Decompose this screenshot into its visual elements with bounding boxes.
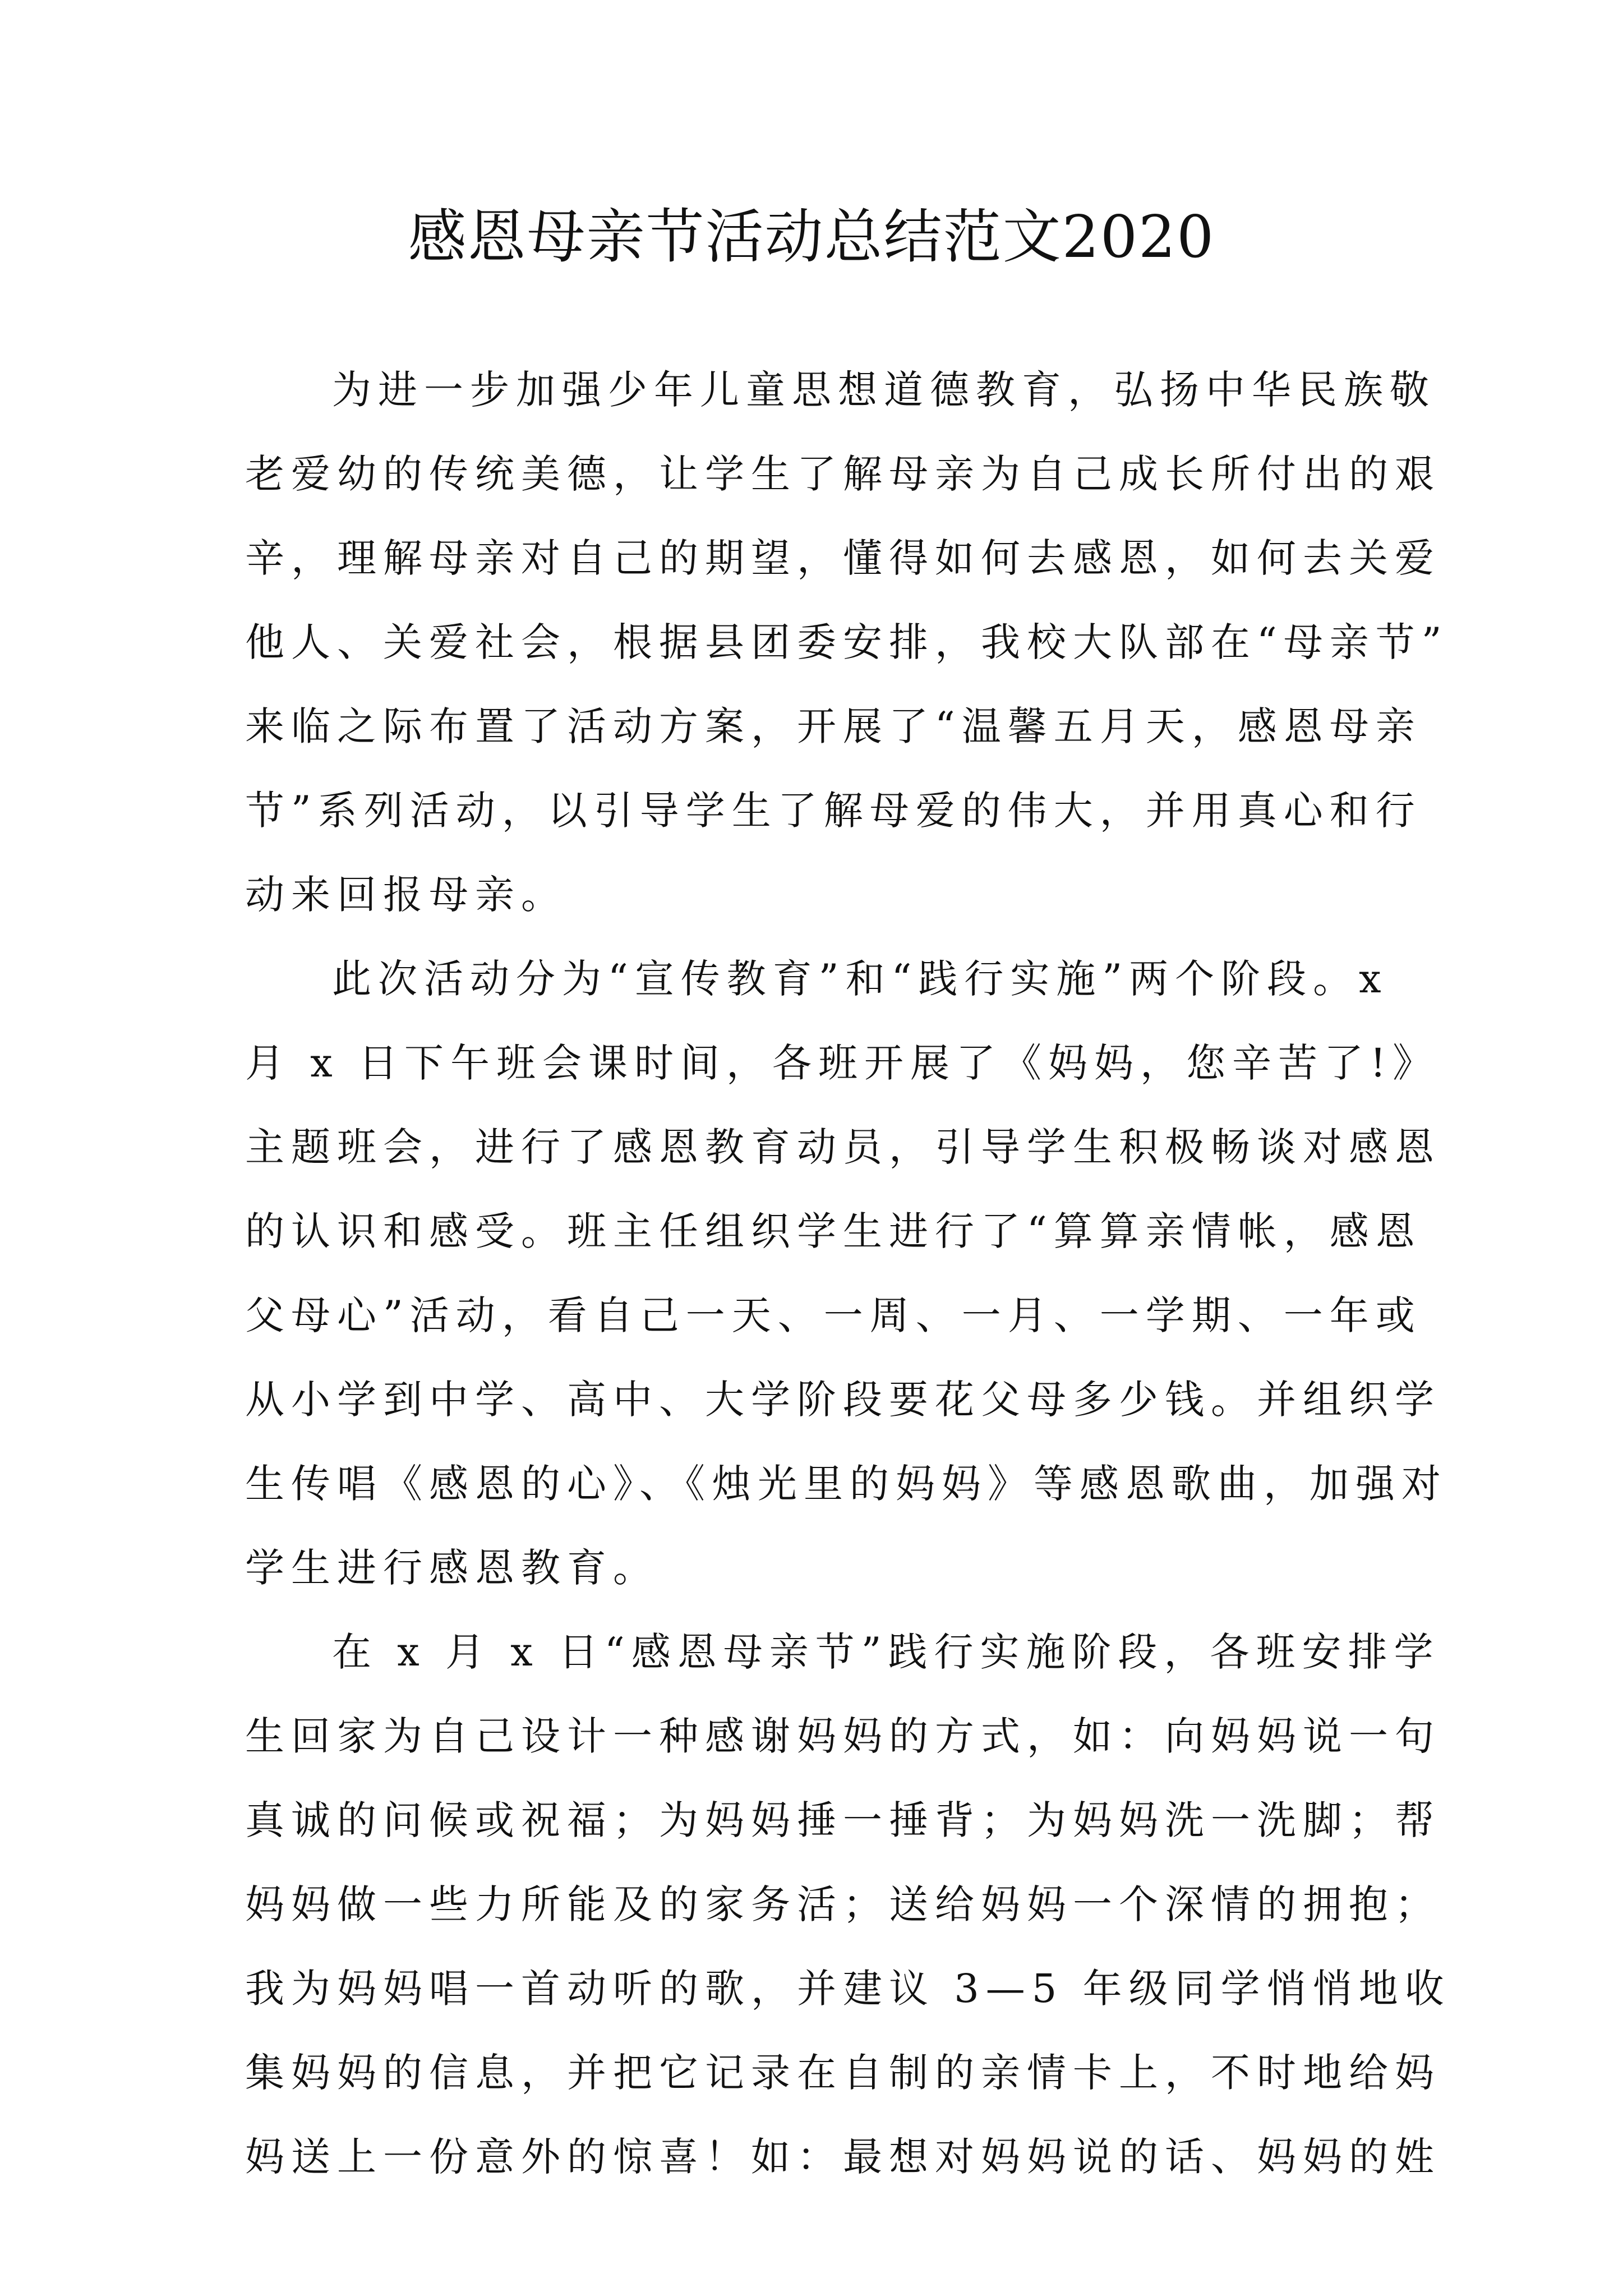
text-line: 来临之际布置了活动方案，开展了“温馨五月天，感恩母亲 xyxy=(245,703,1422,749)
text-line: 为进一步加强少年儿童思想道德教育，弘扬中华民族敬 xyxy=(332,367,1436,413)
text-line: 妈送上一份意外的惊喜！如：最想对妈妈说的话、妈妈的姓 xyxy=(245,2134,1441,2180)
text-line: 月 x 日下午班会课时间，各班开展了《妈妈，您辛苦了!》 xyxy=(245,1040,1439,1086)
text-line: 的认识和感受。班主任组织学生进行了“算算亲情帐，感恩 xyxy=(245,1208,1422,1254)
text-line: 学生进行感恩教育。 xyxy=(245,1545,659,1591)
text-line: 节”系列活动，以引导学生了解母爱的伟大，并用真心和行 xyxy=(245,788,1422,834)
text-line: 主题班会，进行了感恩教育动员，引导学生积极畅谈对感恩 xyxy=(245,1124,1441,1170)
text-line: 生回家为自己设计一种感谢妈妈的方式，如：向妈妈说一句 xyxy=(245,1713,1441,1759)
text-line: 从小学到中学、高中、大学阶段要花父母多少钱。并组织学 xyxy=(245,1377,1441,1423)
text-line: 妈妈做一些力所能及的家务活；送给妈妈一个深情的拥抱； xyxy=(245,1881,1441,1927)
text-line: 生传唱《感恩的心》、《烛光里的妈妈》等感恩歌曲，加强对 xyxy=(245,1461,1447,1507)
text-line: 动来回报母亲。 xyxy=(245,872,567,918)
text-line: 真诚的问候或祝福；为妈妈捶一捶背；为妈妈洗一洗脚；帮 xyxy=(245,1797,1441,1843)
document-title: 感恩母亲节活动总结范文2020 xyxy=(408,203,1215,271)
text-line: 集妈妈的信息，并把它记录在自制的亲情卡上，不时地给妈 xyxy=(245,2050,1441,2096)
text-line: 此次活动分为“宣传教育”和“践行实施”两个阶段。x xyxy=(332,956,1388,1002)
text-line: 辛，理解母亲对自己的期望，懂得如何去感恩，如何去关爱 xyxy=(245,535,1441,581)
text-line: 我为妈妈唱一首动听的歌，并建议 3—5 年级同学悄悄地收 xyxy=(245,1966,1451,2012)
text-line: 父母心”活动，看自己一天、一周、一月、一学期、一年或 xyxy=(245,1292,1422,1338)
text-line: 他人、关爱社会，根据县团委安排，我校大队部在“母亲节” xyxy=(245,619,1449,665)
text-line: 老爱幼的传统美德，让学生了解母亲为自己成长所付出的艰 xyxy=(245,451,1441,497)
text-line: 在 x 月 x 日“感恩母亲节”践行实施阶段，各班安排学 xyxy=(332,1629,1440,1675)
